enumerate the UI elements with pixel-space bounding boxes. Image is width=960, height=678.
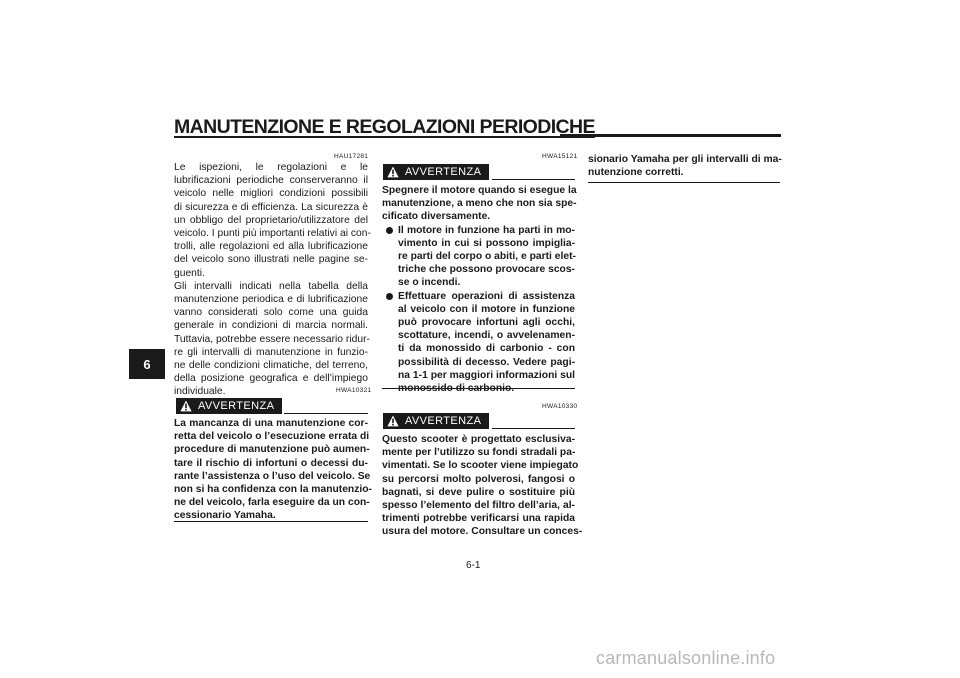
text-line: del veicolo sono illustrati nelle pagine se- (174, 254, 368, 266)
warning-header (174, 398, 368, 416)
text-line: vanno considerati solo come una guida (174, 307, 368, 319)
watermark: carmanualsonline.info (596, 648, 776, 668)
text-line: usura del motore. Consultare un conces- (382, 526, 583, 538)
warning-badge (176, 398, 282, 414)
text-line: su percorsi molto polverosi, fangosi o (382, 473, 575, 485)
paragraph-1 (174, 161, 371, 280)
warning-intro (382, 184, 575, 224)
text-line: vimentati. Se lo scooter viene impiegato (382, 460, 579, 472)
text-line: Gli intervalli indicati nella tabella della (174, 280, 368, 292)
text-line: re gli intervalli di manutenzione in funzio- (174, 346, 368, 358)
text-line: ti da monossido di carbonio - con (398, 343, 575, 355)
warning-badge (383, 164, 489, 180)
warning-rule (492, 179, 575, 180)
text-line: tare il rischio di infortuni o decessi du- (174, 457, 368, 469)
text-line: veicolo. I punti più importanti relativi ai con- (174, 228, 371, 240)
text-line: trimenti potrebbe verificarsi una rapida (382, 513, 575, 525)
text-line: un obbligo del proprietario/utilizzatore del (174, 214, 368, 226)
chapter-tab: 6 (129, 349, 165, 379)
text-line: possibilità di decesso. Vedere pagi- (398, 356, 575, 368)
warning-end-rule (588, 182, 780, 183)
warning-text (382, 433, 583, 539)
text-line: spesso l’elemento del filtro dell’aria, al- (382, 500, 575, 512)
warning-badge (383, 413, 489, 429)
warning-end-rule (174, 521, 368, 522)
text-line: nutenzione corretti. (588, 167, 684, 179)
text-line: ne delle condizioni climatiche, del terreno, (174, 360, 368, 372)
intro-text (174, 161, 371, 399)
warning-label: AVVERTENZA (405, 415, 482, 427)
page-title: MANUTENZIONE E REGOLAZIONI PERIODICHE (174, 116, 595, 138)
text-line: scottature, incendi, o avvelenamen- (398, 330, 575, 342)
warning-header (382, 164, 575, 182)
text-line: procedure di manutenzione può aumen- (174, 444, 370, 456)
continued-warning-text (588, 153, 780, 179)
text-line: bagnati, si deve pulire o sostituire più (382, 486, 575, 498)
warning-triangle-icon (387, 415, 399, 427)
warning-header (382, 413, 575, 431)
paragraph-2 (174, 280, 368, 399)
text-line: ne del veicolo, farla eseguire da un con- (174, 497, 370, 509)
text-line: re parti del corpo o abiti, e parti elet- (398, 251, 576, 263)
text-line: sionario Yamaha per gli intervalli di ma- (588, 154, 782, 165)
text-line: manutenzione, a meno che non sia spe- (382, 198, 577, 210)
text-line: triche che possono provocare scos- (398, 264, 575, 276)
warning-code: HWA10321 (336, 387, 372, 394)
text-line: La mancanza di una manutenzione cor- (174, 418, 368, 429)
warning-bullet (382, 290, 575, 396)
text-line: Spegnere il motore quando si esegue la (382, 185, 577, 196)
text-line: guenti. (174, 267, 205, 279)
text-line: lubrificazioni periodiche conserveranno il (174, 175, 368, 187)
text-line: cificato diversamente. (382, 211, 491, 223)
page-number: 6-1 (466, 560, 481, 571)
warning-label: AVVERTENZA (405, 166, 482, 178)
warning-text (174, 417, 372, 523)
text-line: Effettuare operazioni di assistenza (398, 290, 575, 302)
text-line: Tuttavia, potrebbe essere necessario ridur- (174, 333, 370, 345)
title-rule (560, 134, 781, 137)
text-line: non si ha confidenza con la manutenzio- (174, 484, 372, 496)
warning-code: HWA10330 (542, 403, 578, 410)
text-line: na 1-1 per maggiori informazioni sul (398, 369, 575, 381)
text-line: può provocare infortuni agli occhi, (398, 317, 575, 329)
text-line: veicolo nelle migliori condizioni possibili (174, 188, 368, 200)
warning-triangle-icon (180, 400, 192, 412)
section-code: HAU17281 (334, 153, 369, 160)
warning-rule (284, 413, 368, 414)
text-line: retta del veicolo o l’esecuzione errata di (174, 431, 370, 443)
text-line: della posizione geografica e dell’impiego (174, 373, 368, 385)
text-line: individuale. (174, 386, 226, 398)
text-line: Questo scooter è progettato esclusiva- (382, 434, 575, 445)
text-line: se o incendi. (398, 277, 461, 289)
warning-triangle-icon (387, 166, 399, 178)
text-line: mente per l’utilizzo su fondi stradali pa- (382, 447, 576, 459)
text-line: generale in condizioni di marcia normali. (174, 320, 368, 332)
text-line: Le ispezioni, le regolazioni e le (174, 162, 368, 173)
text-line: manutenzione periodica e di lubrificazione (174, 294, 368, 306)
warning-rule (492, 428, 575, 429)
warning-end-rule (382, 388, 575, 389)
text-line: Il motore in funzione ha parti in mo- (398, 224, 575, 236)
warning-label: AVVERTENZA (198, 400, 275, 412)
text-line: cessionario Yamaha. (174, 510, 276, 522)
warning-text (382, 184, 575, 395)
bullet-dot-icon (386, 227, 393, 234)
warning-bullet (382, 224, 575, 290)
text-line: al veicolo con il motore in funzione (398, 303, 575, 315)
text-line: vimento in cui si possono impiglia- (398, 237, 575, 249)
text-line: rante l’assistenza o l’uso del veicolo. Se (174, 470, 371, 482)
bullet-dot-icon (386, 293, 393, 300)
warning-bullet-list (382, 224, 575, 396)
text-line: monossido di carbonio. (398, 383, 515, 395)
warning-code: HWA15121 (542, 153, 578, 160)
text-line: trolli, alle regolazioni ed alla lubrificazione (174, 241, 368, 253)
text-line: di sicurezza e di efficienza. La sicurezza è (174, 201, 368, 213)
